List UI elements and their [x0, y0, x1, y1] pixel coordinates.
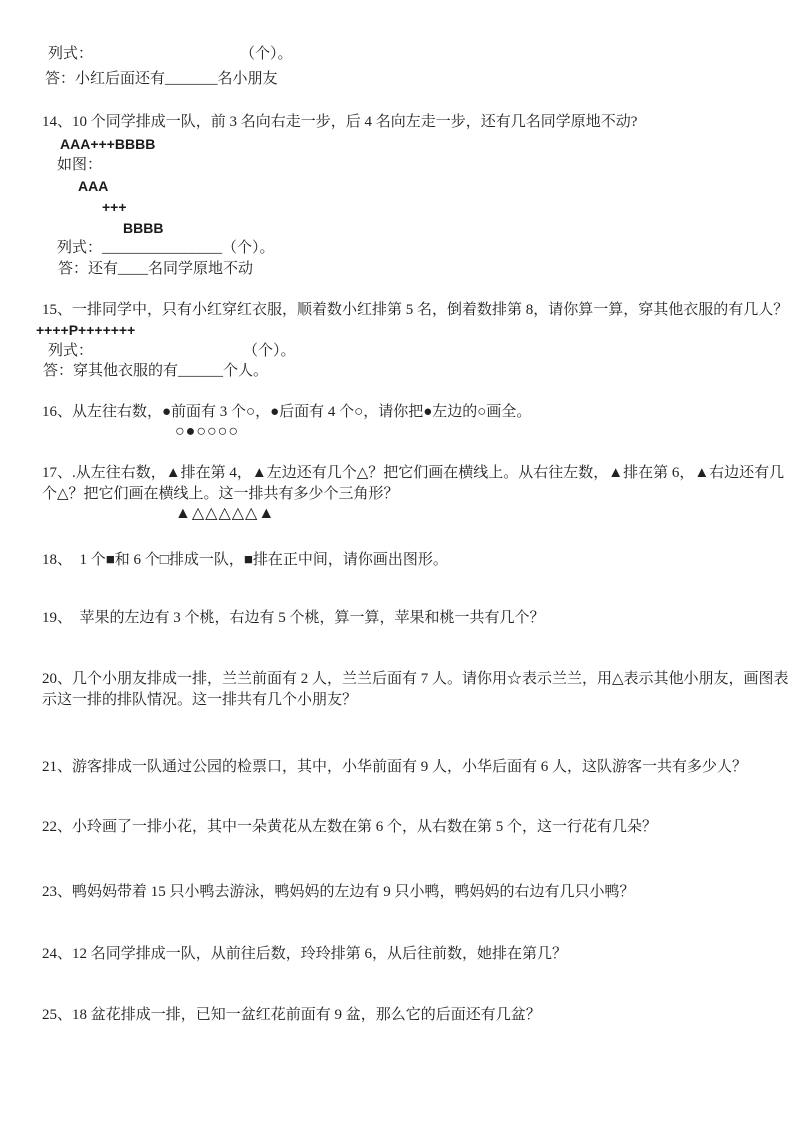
diagram-circle-row: ○●○○○○: [175, 423, 239, 440]
unit-suffix-top: （个）。: [240, 46, 293, 62]
expression-label-top: 列式：: [48, 46, 94, 62]
problem-18-text: 18、 1 个■和 6 个□排成一队，■排在正中间，请你画出图形。: [42, 552, 448, 568]
problem-24-text: 24、12 名同学排成一队，从前往后数，玲玲排第 6，从后往前数，她排在第几？: [42, 946, 568, 962]
problem-23-text: 23、鸭妈妈带着 15 只小鸭去游泳，鸭妈妈的左边有 9 只小鸭，鸭妈妈的右边有几只小鸭？: [42, 884, 635, 900]
answer-line-top: 答：小红后面还有_______名小朋友: [45, 71, 278, 87]
problem-19-text: 19、 苹果的左边有 3 个桃，右边有 5 个桃，算一算，苹果和桃一共有几个？: [42, 610, 545, 626]
problem-17-line-2: 个△？把它们画在横线上。这一排共有多少个三角形？: [42, 486, 399, 502]
diagram-plus-p-row: ++++P+++++++: [36, 322, 136, 338]
problem-20-line-1: 20、几个小朋友排成一排，兰兰前面有 2 人，兰兰后面有 7 人。请你用☆表示兰兰，用△表示其他小朋友，画图表: [42, 671, 789, 687]
expression-label-15: 列式：: [48, 343, 94, 359]
diagram-triangle-row: ▲△△△△△▲: [175, 505, 276, 522]
unit-suffix-15: （个）。: [243, 343, 296, 359]
diagram-caption: 如图：: [57, 157, 103, 173]
problem-20-line-2: 示这一排的排队情况。这一排共有几个小朋友？: [42, 692, 358, 708]
problem-17-line-1: 17、.从左往右数，▲排在第 4，▲左边还有几个△？把它们画在横线上。从右往左数，▲排在第 6，▲右边还有几: [42, 465, 785, 481]
diagram-aaa-plus-bbbb: AAA+++BBBB: [60, 136, 156, 152]
diagram-plus: +++: [102, 199, 127, 215]
diagram-bbbb: BBBB: [123, 220, 164, 236]
expression-label-14: 列式：________________（个）。: [57, 240, 275, 256]
problem-15-text: 15、一排同学中，只有小红穿红衣服，顺着数小红排第 5 名，倒着数排第 8，请你算一算，穿其他衣服的有几人？: [42, 302, 789, 318]
problem-16-text: 16、从左往右数，●前面有 3 个○，●后面有 4 个○，请你把●左边的○画全。: [42, 404, 532, 420]
diagram-aaa: AAA: [78, 178, 109, 194]
problem-21-text: 21、游客排成一队通过公园的检票口，其中，小华前面有 9 人，小华后面有 6 人，这队游客一共有多少人？: [42, 759, 748, 775]
answer-line-15: 答：穿其他衣服的有______个人。: [43, 363, 269, 379]
problem-22-text: 22、小玲画了一排小花，其中一朵黄花从左数在第 6 个，从右数在第 5 个，这一行花有几朵？: [42, 819, 658, 835]
answer-line-14: 答：还有____名同学原地不动: [58, 261, 254, 277]
problem-25-text: 25、18 盆花排成一排，已知一盆红花前面有 9 盆，那么它的后面还有几盆？: [42, 1007, 541, 1023]
problem-14-text: 14、10 个同学排成一队，前 3 名向右走一步，后 4 名向左走一步，还有几名同学原地不动?: [42, 114, 638, 130]
